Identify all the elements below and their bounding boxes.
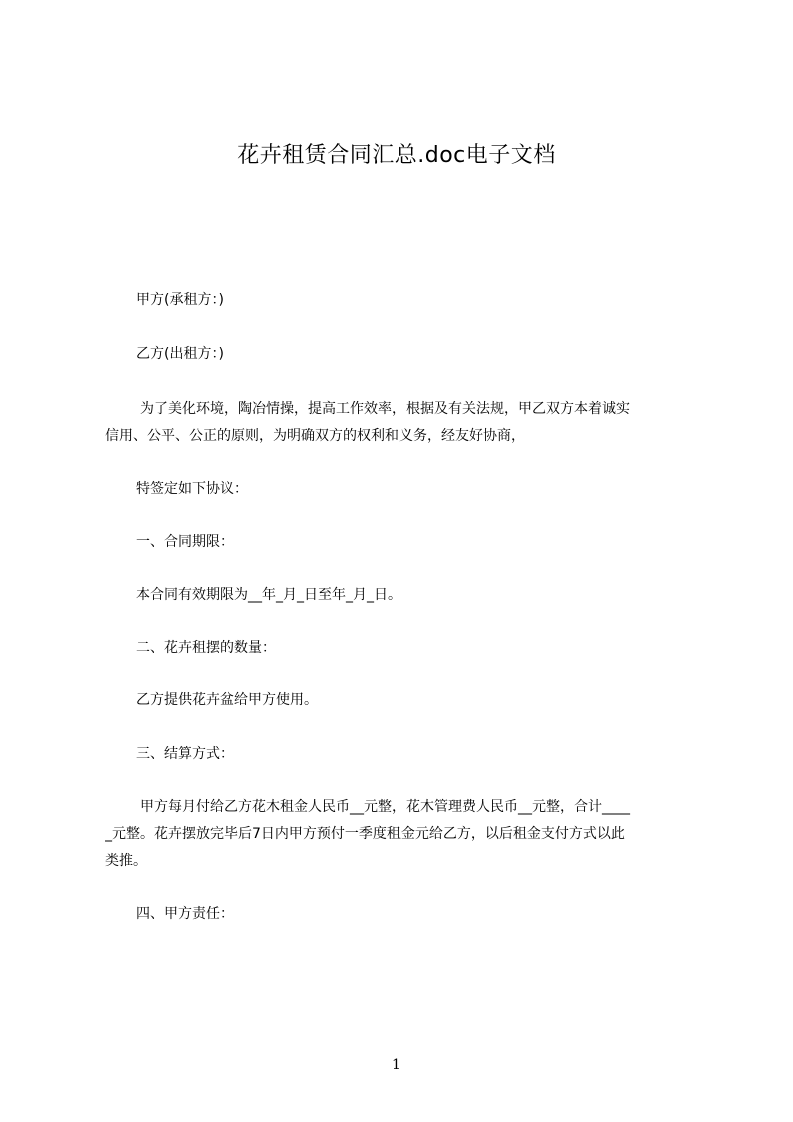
section-2-heading: 二、花卉租摆的数量：	[136, 640, 276, 656]
section-1-text: 本合同有效期限为__年_月_日至年_月_日。	[136, 587, 402, 603]
party-b-line: 乙方(出租方：)	[136, 346, 224, 362]
section-3-text-line-1: 甲方每月付给乙方花木租金人民币__元整，花木管理费人民币__元整，合计____	[140, 799, 630, 815]
page-number: 1	[392, 1057, 401, 1073]
intro-paragraph-line-2: 信用、公平、公正的原则，为明确双方的权利和义务，经友好协商，	[105, 428, 525, 444]
section-3-heading: 三、结算方式：	[136, 746, 234, 762]
party-a-line: 甲方(承租方：)	[136, 292, 224, 308]
agreement-line: 特签定如下协议：	[136, 481, 248, 497]
section-2-text: 乙方提供花卉盆给甲方使用。	[136, 692, 318, 708]
section-4-heading: 四、甲方责任：	[136, 906, 234, 922]
section-1-heading: 一、合同期限：	[136, 534, 234, 550]
intro-paragraph-line-1: 为了美化环境，陶冶情操，提高工作效率，根据及有关法规，甲乙双方本着诚实	[140, 401, 630, 417]
section-3-text-line-3: 类推。	[105, 853, 147, 869]
document-title: 花卉租赁合同汇总.doc电子文档	[237, 143, 556, 168]
section-3-text-line-2: _元整。花卉摆放完毕后7日内甲方预付一季度租金元给乙方，以后租金支付方式以此	[105, 826, 625, 842]
